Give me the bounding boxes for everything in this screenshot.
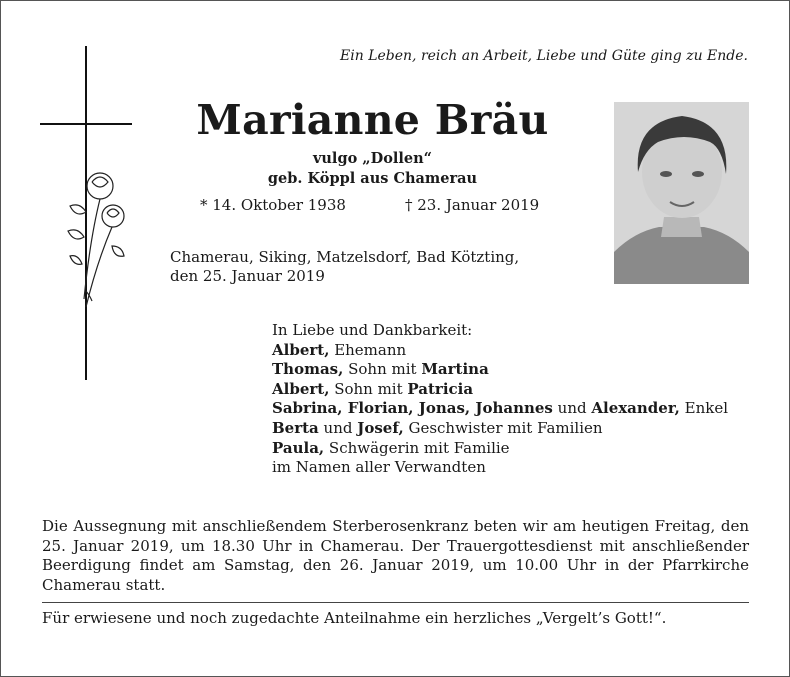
list-item: Sabrina, Florian, Jonas, Johannes und Alexander, Enkel	[272, 399, 729, 418]
places-date	[170, 248, 519, 286]
list-item: Albert, Ehemann	[272, 340, 407, 359]
list-item: Albert, Sohn mit Patricia	[272, 379, 474, 398]
mourners-intro: In Liebe und Dankbarkeit:	[272, 321, 473, 339]
list-item: Paula, Schwägerin mit Familie	[272, 438, 510, 457]
motto: Ein Leben, reich an Arbeit, Liebe und Güte ging zu Ende.	[340, 48, 748, 64]
divider	[42, 602, 749, 603]
nickname: vulgo „Dollen“	[312, 150, 433, 167]
portrait-photo	[614, 102, 749, 284]
funeral-notice: Die Aussegnung mit anschließendem Sterberosenkranz beten wir am heutigen Freitag, den 25. Januar 2019, um 18.30 Uhr in Chamerau. Der Trauergottesdienst mit anschließender Beerdigung findet am Samstag, den 26. Januar 2019, um 10.00 Uhr in der Pfarrkirche Chamerau statt.	[42, 517, 749, 594]
notice-date: den 25. Januar 2019	[170, 267, 325, 285]
mourners-list	[272, 321, 728, 478]
birth-date: * 14. Oktober 1938	[200, 196, 346, 214]
deceased-name: Marianne Bräu	[196, 96, 549, 144]
list-item: Berta und Josef, Geschwister mit Familien	[272, 418, 603, 437]
list-item: im Namen aller Verwandten	[272, 458, 486, 477]
list-item: Thomas, Sohn mit Martina	[272, 360, 489, 379]
thanks-line: Für erwiesene und noch zugedachte Anteilnahme ein herzliches „Vergelt’s Gott!“.	[42, 609, 667, 627]
death-date: † 23. Januar 2019	[405, 196, 540, 214]
places: Chamerau, Siking, Matzelsdorf, Bad Kötzting,	[170, 248, 520, 266]
birth-name: geb. Köppl aus Chamerau	[267, 170, 478, 187]
